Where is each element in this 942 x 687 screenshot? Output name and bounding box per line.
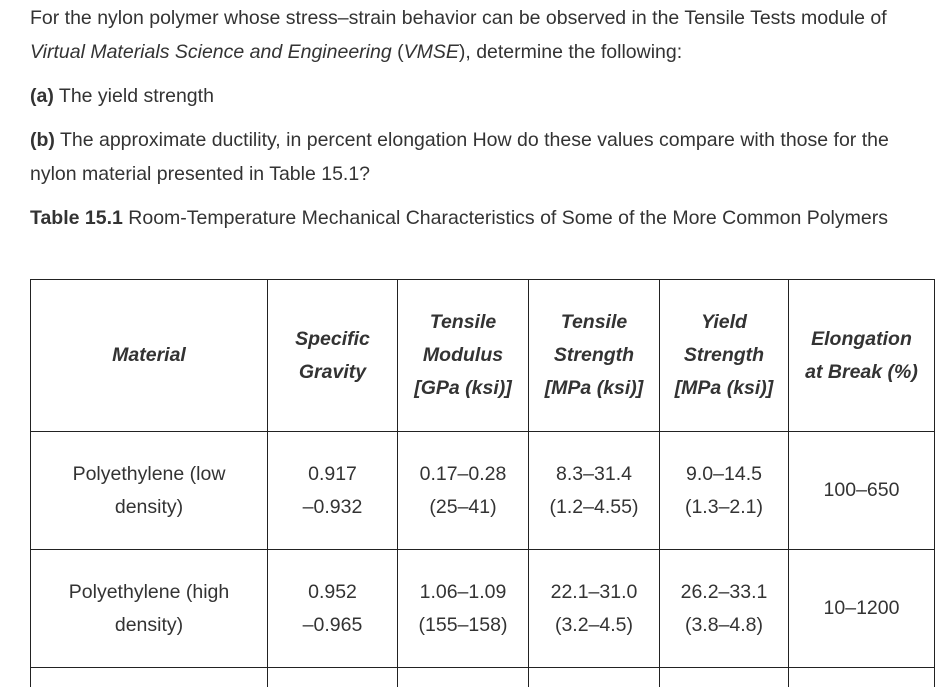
cell-material: Polyethylene (high density) (31, 550, 268, 668)
cell-specific-gravity: 0.952 –0.965 (268, 550, 398, 668)
table-caption-label: Table 15.1 (30, 207, 123, 229)
cell-yield-strength: 9.0–14.5 (1.3–2.1) (660, 432, 789, 550)
part-a-label: (a) (30, 85, 54, 107)
cell-empty (31, 668, 268, 687)
cell-tensile-strength: 8.3–31.4 (1.2–4.55) (529, 432, 660, 550)
header-material: Material (31, 280, 268, 432)
table-row-cut-off (31, 668, 935, 687)
part-a-text: The yield strength (53, 85, 214, 107)
table-row (31, 432, 935, 550)
header-tensile-modulus: Tensile Modulus [GPa (ksi)] (398, 280, 529, 432)
cell-specific-gravity: 0.917 –0.932 (268, 432, 398, 550)
cell-tensile-modulus: 1.06–1.09 (155–158) (398, 550, 529, 668)
intro-end: ), determine the following: (458, 41, 683, 63)
cell-tensile-strength: 22.1–31.0 (3.2–4.5) (529, 550, 660, 668)
cell-material: Polyethylene (low density) (31, 432, 268, 550)
part-b-paragraph (30, 123, 935, 191)
intro-paragraph (30, 1, 935, 69)
polymer-properties-table (30, 279, 935, 687)
intro-paren: ( (391, 41, 404, 63)
table-header-row (31, 280, 935, 432)
software-title: Virtual Materials Science and Engineering (30, 41, 392, 63)
table-caption-text: Room-Temperature Mechanical Characteristics of Some of the More Common Polymers (122, 207, 888, 229)
part-b-text: The approximate ductility, in percent elongation How do these values compare with those for the nylon material presented in Table 15.1? (30, 129, 889, 185)
header-specific-gravity: Specific Gravity (268, 280, 398, 432)
part-b-label: (b) (30, 129, 55, 151)
header-tensile-strength: Tensile Strength [MPa (ksi)] (529, 280, 660, 432)
header-yield-strength: Yield Strength [MPa (ksi)] (660, 280, 789, 432)
header-elongation: Elongation at Break (%) (789, 280, 935, 432)
software-abbr: VMSE (403, 41, 459, 63)
cell-yield-strength: 26.2–33.1 (3.8–4.8) (660, 550, 789, 668)
cell-empty (789, 668, 935, 687)
intro-text: For the nylon polymer whose stress–strain behavior can be observed in the Tensile Tests module of (30, 7, 887, 29)
part-a-paragraph (30, 79, 935, 113)
cell-tensile-modulus: 0.17–0.28 (25–41) (398, 432, 529, 550)
table-row (31, 550, 935, 668)
cell-elongation: 10–1200 (789, 550, 935, 668)
problem-text (30, 0, 935, 235)
table-caption (30, 201, 935, 235)
cell-elongation: 100–650 (789, 432, 935, 550)
cell-empty (268, 668, 398, 687)
cell-empty (660, 668, 789, 687)
cell-empty (398, 668, 529, 687)
cell-empty (529, 668, 660, 687)
